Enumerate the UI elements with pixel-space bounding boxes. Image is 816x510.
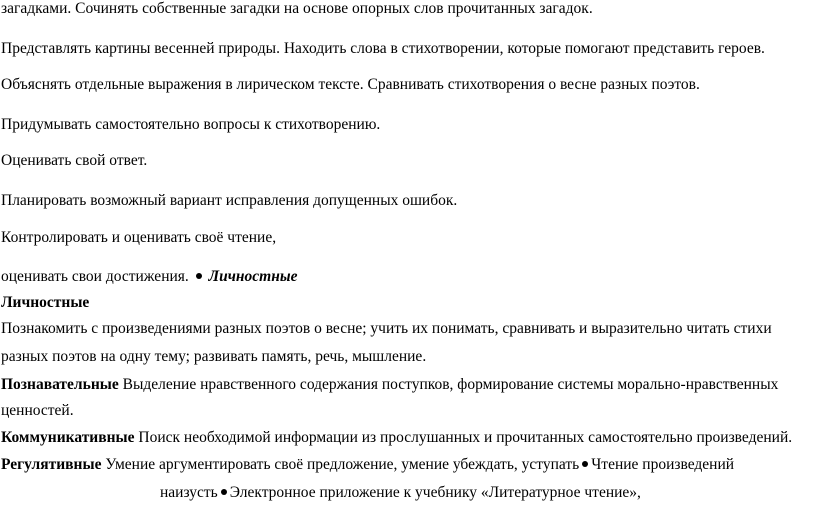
category-label: Регулятивные bbox=[1, 456, 102, 473]
line-text: оценивать свои достижения. bbox=[1, 268, 189, 285]
line-text: разных поэтов на одну тему; развивать память, речь, мышление. bbox=[1, 348, 427, 365]
bullet-icon bbox=[196, 273, 202, 279]
section-heading: Личностные bbox=[208, 268, 298, 285]
text-line bbox=[1, 39, 765, 59]
category-label: Познавательные bbox=[1, 376, 119, 393]
text-line bbox=[1, 401, 74, 421]
text-line bbox=[1, 75, 700, 95]
line-text: Выделение нравственного содержания поступков, формирование системы морально-нравственных bbox=[118, 376, 779, 393]
line-text: Придумывать самостоятельно вопросы к стихотворению. bbox=[1, 116, 381, 133]
line-text: Умение аргументировать своё предложение, умение убеждать, уступать bbox=[101, 456, 580, 473]
line-text: Оценивать свой ответ. bbox=[1, 152, 148, 169]
text-line bbox=[1, 115, 380, 135]
category-label: Коммуникативные bbox=[1, 429, 135, 446]
text-line bbox=[1, 191, 457, 211]
text-line bbox=[1, 347, 426, 367]
text-line bbox=[160, 483, 641, 503]
section-heading bbox=[1, 293, 89, 313]
line-text: Объяснять отдельные выражения в лирическом тексте. Сравнивать стихотворения о весне разных поэтов. bbox=[1, 76, 700, 93]
line-text: Планировать возможный вариант исправления допущенных ошибок. bbox=[1, 192, 458, 209]
line-text: Личностные bbox=[1, 294, 90, 311]
line-text: наизусть bbox=[160, 484, 218, 501]
line-text: Электронное приложение к учебнику «Литературное чтение», bbox=[229, 484, 641, 501]
line-text: загадками. Сочинять собственные загадки на основе опорных слов прочитанных загадок. bbox=[1, 0, 593, 17]
line-text: Познакомить с произведениями разных поэтов о весне; учить их понимать, сравнивать и выразительно читать стихи bbox=[1, 320, 772, 337]
text-line bbox=[1, 375, 778, 395]
line-text: Поиск необходимой информации из прослушанных и прочитанных самостоятельно произведений. bbox=[134, 429, 793, 446]
bullet-icon bbox=[221, 489, 227, 495]
text-line bbox=[1, 267, 297, 287]
bullet-icon bbox=[582, 461, 588, 467]
text-line bbox=[1, 319, 772, 339]
text-line bbox=[1, 0, 593, 19]
text-line bbox=[1, 151, 147, 171]
line-text: Контролировать и оценивать своё чтение, bbox=[1, 229, 277, 246]
line-text: ценностей. bbox=[1, 402, 74, 419]
text-line bbox=[1, 228, 276, 248]
text-line bbox=[1, 455, 734, 475]
text-line bbox=[1, 428, 792, 448]
line-text: Чтение произведений bbox=[591, 456, 735, 473]
line-text: Представлять картины весенней природы. Находить слова в стихотворении, которые помогают представить героев. bbox=[1, 40, 765, 57]
